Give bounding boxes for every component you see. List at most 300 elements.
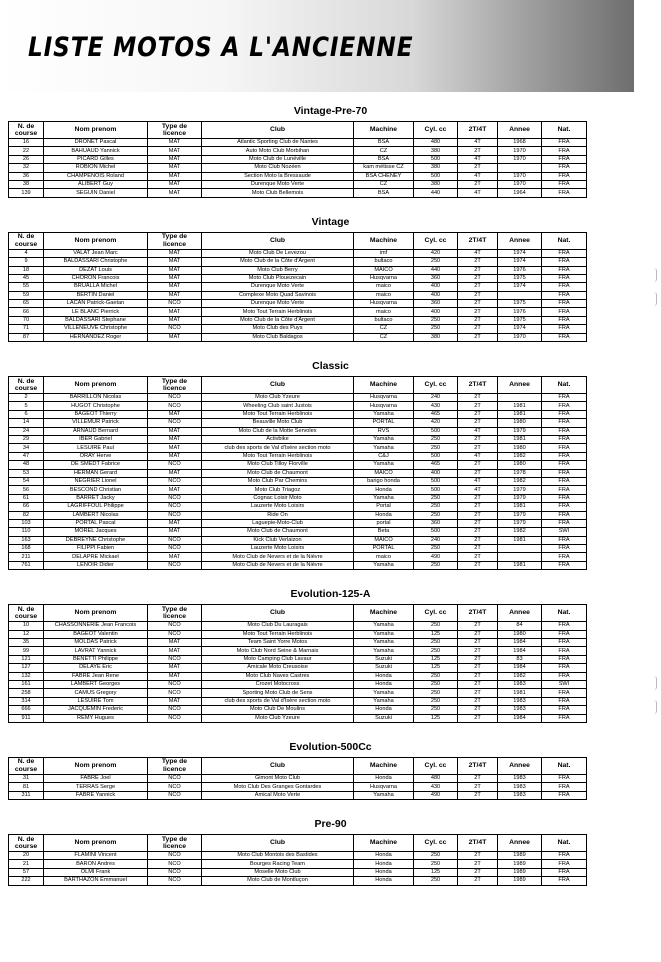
cell-licence: NCO <box>148 630 202 638</box>
cell-displacement: 250 <box>414 852 458 860</box>
column-header-licence: Type de licence <box>148 605 202 622</box>
cell-year: 1984 <box>498 664 542 672</box>
cell-year: 1974 <box>498 249 542 257</box>
results-content <box>0 103 661 886</box>
table-row <box>9 147 587 155</box>
cell-year: 1979 <box>498 427 542 435</box>
cell-club: Moto Club Triagoz <box>202 486 354 494</box>
cell-name: LESUIRE Paul <box>44 444 148 452</box>
cell-name: BESCOND Christian <box>44 486 148 494</box>
cell-year: 1989 <box>498 877 542 885</box>
cell-stroke: 2T <box>458 519 498 527</box>
cell-machine: maico <box>354 291 414 299</box>
cell-course-number: 66 <box>9 503 44 511</box>
column-header-licence: Type de licence <box>148 122 202 139</box>
cell-stroke: 2T <box>458 283 498 291</box>
cell-year: 1981 <box>498 536 542 544</box>
cell-club: Moto Club Nozéen <box>202 164 354 172</box>
cell-nationality: FRA <box>542 672 587 680</box>
cell-licence: NCO <box>148 714 202 722</box>
cell-licence: MAT <box>148 639 202 647</box>
column-header-club: Club <box>202 232 354 249</box>
cell-stroke: 2T <box>458 258 498 266</box>
cell-stroke: 2T <box>458 622 498 630</box>
cell-displacement: 250 <box>414 706 458 714</box>
column-header-displacement: Cyl. cc <box>414 835 458 852</box>
table-row <box>9 291 587 299</box>
cell-nationality: FRA <box>542 536 587 544</box>
cell-nationality: FRA <box>542 774 587 782</box>
cell-club: Durenque Moto Verte <box>202 300 354 308</box>
cell-name: SEGUIN Daniel <box>44 189 148 197</box>
cell-licence: MAT <box>148 553 202 561</box>
cell-year: 1989 <box>498 868 542 876</box>
cell-name: HUGOT Christophe <box>44 402 148 410</box>
cell-course-number: 16 <box>9 139 44 147</box>
column-header-name: Nom prenom <box>44 377 148 394</box>
cell-machine: Honda <box>354 486 414 494</box>
cell-nationality: FRA <box>542 877 587 885</box>
cell-licence: NCO <box>148 680 202 688</box>
table-row <box>9 791 587 799</box>
column-header-nationality: Nat. <box>542 605 587 622</box>
cell-machine: Yamaha <box>354 444 414 452</box>
cell-licence: NCO <box>148 783 202 791</box>
cell-name: DRONET Pascal <box>44 139 148 147</box>
cell-stroke: 2T <box>458 647 498 655</box>
cell-year: 1980 <box>498 419 542 427</box>
cell-club: Moto Club de la Motte Servolex <box>202 427 354 435</box>
column-header-name: Nom prenom <box>44 757 148 774</box>
cell-machine: Honda <box>354 680 414 688</box>
column-header-nationality: Nat. <box>542 835 587 852</box>
cell-stroke: 2T <box>458 706 498 714</box>
cell-displacement: 490 <box>414 553 458 561</box>
cell-stroke: 4T <box>458 477 498 485</box>
cell-displacement: 125 <box>414 655 458 663</box>
cell-club: Kick Club Verlaizon <box>202 536 354 544</box>
table-row <box>9 258 587 266</box>
cell-course-number: 26 <box>9 155 44 163</box>
cell-displacement: 490 <box>414 791 458 799</box>
cell-nationality: FRA <box>542 783 587 791</box>
cell-displacement: 480 <box>414 139 458 147</box>
cell-nationality: FRA <box>542 419 587 427</box>
section-title: Vintage-Pre-70 <box>293 105 368 117</box>
cell-nationality: FRA <box>542 689 587 697</box>
cell-machine: RVS <box>354 427 414 435</box>
section-title: Vintage <box>311 215 350 228</box>
cell-course-number: 71 <box>9 325 44 333</box>
cell-displacement: 250 <box>414 680 458 688</box>
cell-stroke: 4T <box>458 139 498 147</box>
cell-course-number: 103 <box>9 519 44 527</box>
cell-nationality: FRA <box>542 511 587 519</box>
cell-displacement: 360 <box>414 274 458 282</box>
cell-nationality: FRA <box>542 410 587 418</box>
table-row <box>9 622 587 630</box>
cell-nationality: FRA <box>542 860 587 868</box>
cell-stroke: 4T <box>458 155 498 163</box>
cell-stroke: 2T <box>458 860 498 868</box>
cell-year: 1980 <box>498 461 542 469</box>
cell-name: VALAT Jean Marc <box>44 249 148 257</box>
column-header-nationality: Nat. <box>542 122 587 139</box>
cell-stroke: 2T <box>458 308 498 316</box>
cell-nationality: FRA <box>542 427 587 435</box>
cell-year: 84 <box>498 622 542 630</box>
cell-licence: NCO <box>148 791 202 799</box>
cell-name: BARRILLON Nicolas <box>44 394 148 402</box>
cell-machine: BSA <box>354 139 414 147</box>
table-row <box>9 469 587 477</box>
cell-machine: Yamaha <box>354 689 414 697</box>
cell-licence: NCO <box>148 622 202 630</box>
cell-club: Moto Club Baldagos <box>202 333 354 341</box>
cell-machine: barigo honda <box>354 477 414 485</box>
cell-machine: Honda <box>354 706 414 714</box>
cell-displacement: 250 <box>414 503 458 511</box>
cell-displacement: 500 <box>414 452 458 460</box>
cell-nationality: FRA <box>542 164 587 172</box>
cell-machine: Husqvarna <box>354 394 414 402</box>
cell-year: 1984 <box>498 647 542 655</box>
cell-machine: Honda <box>354 672 414 680</box>
table-row <box>9 164 587 172</box>
cell-course-number: 22 <box>9 147 44 155</box>
column-header-course-number: N. de course <box>9 122 44 139</box>
cell-club: Cognac Loisir Moto <box>202 494 354 502</box>
cell-name: MOREL Jacques <box>44 528 148 536</box>
cell-stroke: 2T <box>458 630 498 638</box>
table-row <box>9 774 587 782</box>
cell-stroke: 2T <box>458 333 498 341</box>
cell-licence: MAT <box>148 647 202 655</box>
cell-licence: MAT <box>148 435 202 443</box>
cell-club: Moto Club de la Côte d'Argent <box>202 258 354 266</box>
column-header-year: Annee <box>498 377 542 394</box>
column-header-machine: Machine <box>354 122 414 139</box>
cell-course-number: 168 <box>9 545 44 553</box>
cell-name: DELAPRE Mickael <box>44 553 148 561</box>
cell-machine: Yamaha <box>354 461 414 469</box>
cell-displacement: 240 <box>414 536 458 544</box>
table-row <box>9 435 587 443</box>
cell-course-number: 38 <box>9 180 44 188</box>
cell-displacement: 400 <box>414 291 458 299</box>
cell-club: club des sports de Val d'Isère section moto <box>202 444 354 452</box>
column-header-machine: Machine <box>354 835 414 852</box>
table-header-row <box>9 757 587 774</box>
cell-nationality: FRA <box>542 503 587 511</box>
cell-nationality: FRA <box>542 249 587 257</box>
cell-name: BALDASSARI Christophe <box>44 258 148 266</box>
cell-stroke: 2T <box>458 672 498 680</box>
cell-licence: NCO <box>148 655 202 663</box>
cell-licence: NCO <box>148 545 202 553</box>
cell-year: 1982 <box>498 528 542 536</box>
table-row <box>9 189 587 197</box>
cell-displacement: 380 <box>414 147 458 155</box>
cell-licence: MAT <box>148 519 202 527</box>
results-table <box>8 121 587 198</box>
cell-year: 1984 <box>498 639 542 647</box>
cell-club: Moto Tout Terrain Herblinois <box>202 308 354 316</box>
cell-nationality: FRA <box>542 852 587 860</box>
section-title: Evolution-125-A <box>290 588 371 601</box>
cell-machine: Honda <box>354 852 414 860</box>
results-table <box>8 376 587 570</box>
cell-course-number: 110 <box>9 528 44 536</box>
cell-machine: Honda <box>354 868 414 876</box>
cell-stroke: 2T <box>458 561 498 569</box>
cell-course-number: 139 <box>9 189 44 197</box>
cell-machine: Honda <box>354 860 414 868</box>
cell-club: Moto Club Des Granges Gontardes <box>202 783 354 791</box>
table-row <box>9 536 587 544</box>
page-header <box>0 0 634 92</box>
cell-stroke: 2T <box>458 783 498 791</box>
cell-nationality: FRA <box>542 274 587 282</box>
cell-course-number: 56 <box>9 486 44 494</box>
cell-displacement: 465 <box>414 461 458 469</box>
cell-club: Durenque Moto Verte <box>202 283 354 291</box>
cell-machine: BSA CHENEY <box>354 172 414 180</box>
cell-name: LE BLANC Pierrick <box>44 308 148 316</box>
table-row <box>9 714 587 722</box>
cell-stroke: 2T <box>458 410 498 418</box>
column-header-year: Annee <box>498 605 542 622</box>
cell-stroke: 2T <box>458 528 498 536</box>
cell-year: 1981 <box>498 402 542 410</box>
cell-club: Moto Club Par Chemins <box>202 477 354 485</box>
column-header-club: Club <box>202 835 354 852</box>
cell-stroke: 2T <box>458 180 498 188</box>
cell-licence: NCO <box>148 868 202 876</box>
table-row <box>9 410 587 418</box>
cell-club: Moto Tout Terrain Herblinois <box>202 630 354 638</box>
cell-year: 1982 <box>498 672 542 680</box>
cell-nationality: FRA <box>542 258 587 266</box>
cell-nationality: FRA <box>542 147 587 155</box>
cell-year: 1975 <box>498 316 542 324</box>
cell-licence: MAT <box>148 155 202 163</box>
column-header-year: Annee <box>498 835 542 852</box>
cell-course-number: 29 <box>9 435 44 443</box>
cell-name: LAMBERT Georges <box>44 680 148 688</box>
table-row <box>9 427 587 435</box>
cell-licence: NCO <box>148 325 202 333</box>
table-row <box>9 561 587 569</box>
results-table <box>8 604 587 723</box>
cell-stroke: 2T <box>458 680 498 688</box>
cell-course-number: 761 <box>9 561 44 569</box>
table-row <box>9 511 587 519</box>
cell-stroke: 2T <box>458 435 498 443</box>
cell-displacement: 440 <box>414 189 458 197</box>
cell-displacement: 250 <box>414 561 458 569</box>
table-row <box>9 877 587 885</box>
cell-stroke: 2T <box>458 461 498 469</box>
cell-nationality: FRA <box>542 469 587 477</box>
cell-course-number: 121 <box>9 655 44 663</box>
cell-club: Lauzerte Moto Loisirs <box>202 545 354 553</box>
cell-nationality: FRA <box>542 545 587 553</box>
cell-course-number: 14 <box>9 419 44 427</box>
cell-name: LAVRAT Yannick <box>44 647 148 655</box>
table-row <box>9 477 587 485</box>
cell-year: 1976 <box>498 266 542 274</box>
column-header-machine: Machine <box>354 757 414 774</box>
cell-nationality: FRA <box>542 639 587 647</box>
table-header-row <box>9 122 587 139</box>
cell-year: 1970 <box>498 147 542 155</box>
cell-course-number: 4 <box>9 249 44 257</box>
cell-displacement: 420 <box>414 249 458 257</box>
cell-year: 1979 <box>498 519 542 527</box>
cell-year <box>498 291 542 299</box>
column-header-stroke: 2T/4T <box>458 232 498 249</box>
column-header-course-number: N. de course <box>9 757 44 774</box>
cell-club: Activbike <box>202 435 354 443</box>
cell-licence: MAT <box>148 664 202 672</box>
cell-club: Amical Moto Verte <box>202 791 354 799</box>
cell-club: Bourges Racing Team <box>202 860 354 868</box>
column-header-name: Nom prenom <box>44 122 148 139</box>
table-row <box>9 868 587 876</box>
cell-club: Ride On <box>202 511 354 519</box>
section-spacer <box>0 198 661 214</box>
cell-nationality: FRA <box>542 664 587 672</box>
column-header-year: Annee <box>498 122 542 139</box>
cell-course-number: 87 <box>9 333 44 341</box>
cell-displacement: 240 <box>414 394 458 402</box>
cell-displacement: 500 <box>414 486 458 494</box>
cell-licence: NCO <box>148 300 202 308</box>
cell-licence: NCO <box>148 689 202 697</box>
cell-year: 1980 <box>498 444 542 452</box>
cell-year: 1981 <box>498 689 542 697</box>
cell-nationality: FRA <box>542 791 587 799</box>
column-header-licence: Type de licence <box>148 757 202 774</box>
column-header-machine: Machine <box>354 232 414 249</box>
cell-licence: MAT <box>148 274 202 282</box>
cell-club: Team Saint Yorre Motos <box>202 639 354 647</box>
cell-nationality: FRA <box>542 266 587 274</box>
cell-stroke: 2T <box>458 639 498 647</box>
cell-licence: NCO <box>148 536 202 544</box>
section-title: Classic <box>312 360 349 373</box>
cell-stroke: 2T <box>458 774 498 782</box>
cell-nationality: FRA <box>542 452 587 460</box>
column-header-displacement: Cyl. cc <box>414 377 458 394</box>
cell-machine: BSA <box>354 189 414 197</box>
cell-course-number: 66 <box>9 308 44 316</box>
cell-nationality: FRA <box>542 561 587 569</box>
cell-licence: NCO <box>148 706 202 714</box>
cell-course-number: 31 <box>9 774 44 782</box>
cell-displacement: 250 <box>414 511 458 519</box>
table-row <box>9 300 587 308</box>
column-header-nationality: Nat. <box>542 232 587 249</box>
cell-nationality: FRA <box>542 630 587 638</box>
cell-displacement: 380 <box>414 333 458 341</box>
cell-club: Moto Club de Nevers et de la Nièvre <box>202 561 354 569</box>
table-row <box>9 697 587 705</box>
table-row <box>9 664 587 672</box>
cell-displacement: 250 <box>414 435 458 443</box>
cell-course-number: 32 <box>9 164 44 172</box>
cell-machine: CZ <box>354 180 414 188</box>
table-row <box>9 155 587 163</box>
cell-machine: Honda <box>354 774 414 782</box>
cell-licence: NCO <box>148 494 202 502</box>
cell-machine: Husqvarna <box>354 300 414 308</box>
cell-displacement: 250 <box>414 444 458 452</box>
cell-licence: MAT <box>148 672 202 680</box>
cell-course-number: 70 <box>9 316 44 324</box>
cell-licence: MAT <box>148 427 202 435</box>
cell-year: 1983 <box>498 774 542 782</box>
cell-year: 1978 <box>498 469 542 477</box>
cell-displacement: 380 <box>414 180 458 188</box>
column-header-licence: Type de licence <box>148 835 202 852</box>
cell-year: 1976 <box>498 308 542 316</box>
cell-nationality: FRA <box>542 189 587 197</box>
column-header-course-number: N. de course <box>9 835 44 852</box>
column-header-name: Nom prenom <box>44 605 148 622</box>
cell-displacement: 500 <box>414 155 458 163</box>
cell-year: 1970 <box>498 180 542 188</box>
cell-stroke: 2T <box>458 164 498 172</box>
cell-club: Moto Club Nord Seine & Marnais <box>202 647 354 655</box>
cell-licence: MAT <box>148 452 202 460</box>
cell-name: DE SMEDT Fabrice <box>44 461 148 469</box>
cell-year: 1964 <box>498 189 542 197</box>
cell-course-number: 163 <box>9 536 44 544</box>
table-row <box>9 783 587 791</box>
cell-year: 1981 <box>498 503 542 511</box>
cell-nationality: FRA <box>542 868 587 876</box>
cell-course-number: 5 <box>9 402 44 410</box>
cell-machine: Beta <box>354 528 414 536</box>
cell-course-number: 99 <box>9 647 44 655</box>
column-header-stroke: 2T/4T <box>458 757 498 774</box>
cell-name: VILLENEUVE Christophe <box>44 325 148 333</box>
cell-machine: CZ <box>354 325 414 333</box>
cell-year: 1983 <box>498 706 542 714</box>
cell-displacement: 360 <box>414 519 458 527</box>
section-spacer <box>0 723 661 739</box>
cell-name: CHASSONNERIE Jean Francois <box>44 622 148 630</box>
cell-name: ALIBERT Guy <box>44 180 148 188</box>
cell-year: 1974 <box>498 283 542 291</box>
cell-licence: NCO <box>148 503 202 511</box>
cell-course-number: 127 <box>9 664 44 672</box>
cell-displacement: 430 <box>414 783 458 791</box>
cell-club: Moselle Moto Club <box>202 868 354 876</box>
cell-name: ROBION Michel <box>44 164 148 172</box>
cell-licence: MAT <box>148 410 202 418</box>
cell-club: Moto Club de Lunéville <box>202 155 354 163</box>
cell-club: Moto Tout Terrain Herblinois <box>202 410 354 418</box>
cell-licence: MAT <box>148 469 202 477</box>
cell-course-number: 24 <box>9 427 44 435</box>
cell-course-number: 55 <box>9 283 44 291</box>
table-row <box>9 139 587 147</box>
cell-machine: Honda <box>354 877 414 885</box>
cell-machine: MAICO <box>354 266 414 274</box>
